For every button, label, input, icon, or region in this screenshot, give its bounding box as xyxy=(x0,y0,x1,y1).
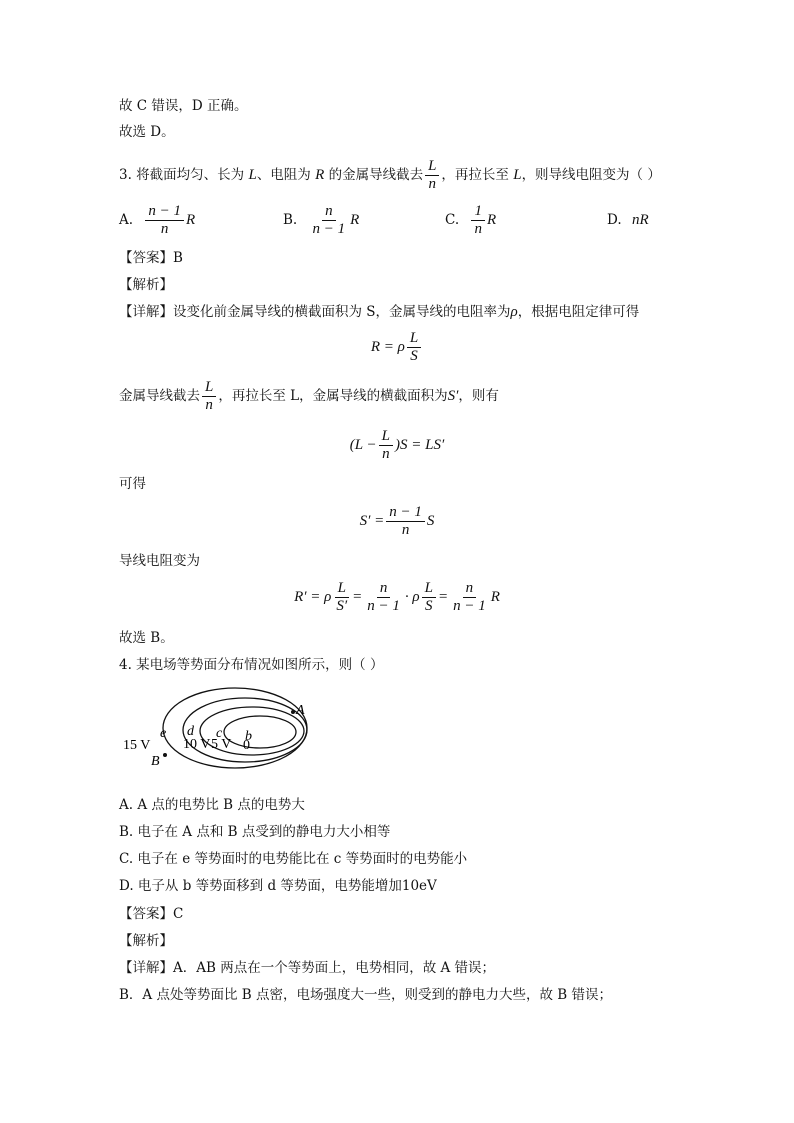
q3-stem-R1: R xyxy=(315,167,325,183)
q3-option-a-tail: R xyxy=(185,212,196,228)
q3-option-c xyxy=(445,203,496,238)
q3-eq4-fraction-1 xyxy=(333,580,350,615)
q3-eq4-f2-num: n xyxy=(377,580,391,598)
q3-eq4-d: = xyxy=(437,589,449,605)
q3-stem-b: 、电阻为 xyxy=(256,167,316,183)
q3-option-b-label: B. xyxy=(283,212,298,228)
q3-option-c-label: C. xyxy=(445,212,460,228)
q3-eq3-fraction xyxy=(386,504,425,539)
q3-eq4-f4-den: n − 1 xyxy=(453,598,486,614)
q3-text2-fraction xyxy=(202,379,216,414)
q3-text2-a: 金属导线截去 xyxy=(119,388,200,404)
q3-equation-3 xyxy=(0,504,794,539)
label-0: 0 xyxy=(243,738,250,753)
q4-detail-1: 【详解】A．AB 两点在一个等势面上，电势相同，故 A 错误； xyxy=(119,960,496,976)
q3-option-d-text: nR xyxy=(631,212,649,228)
q3-eq4-f3-num: L xyxy=(422,580,436,598)
q3-text2-c: ，则有 xyxy=(458,388,499,404)
q3-option-c-den: n xyxy=(474,221,482,237)
q3-eq2-a: (L − xyxy=(349,437,377,453)
q3-stem-L2: L xyxy=(513,167,522,183)
q3-analysis-heading: 【解析】 xyxy=(119,277,173,293)
q3-option-d xyxy=(607,212,649,229)
q3-text2-b: ，再拉长至 L，金属导线的横截面积为 xyxy=(218,388,448,404)
q4-option-c: C. 电子在 e 等势面时的电势能比在 c 等势面时的电势能小 xyxy=(119,851,468,867)
q3-stem-frac-num: L xyxy=(425,158,439,176)
label-e: e xyxy=(160,726,167,741)
equipotential-15v xyxy=(163,688,307,768)
q3-eq4-b: = xyxy=(352,589,363,605)
q3-option-b-den: n − 1 xyxy=(312,221,346,237)
q3-option-c-tail: R xyxy=(486,212,497,228)
q3-equation-1 xyxy=(0,330,794,365)
q3-eq3-den: n xyxy=(401,522,410,538)
intro-line-1: 故 C 错误，D 正确。 xyxy=(119,98,248,114)
q3-stem-frac-den: n xyxy=(428,176,436,192)
q3-stem-e: ，则导线电阻变为（ ） xyxy=(521,167,661,183)
q3-option-a-den: n xyxy=(160,221,169,237)
q3-option-b-num: n xyxy=(322,203,336,221)
q3-detail-a: 【详解】设变化前金属导线的横截面积为 S，金属导线的电阻率为 xyxy=(119,304,511,320)
q3-detail-b: ，根据电阻定律可得 xyxy=(517,304,640,320)
q3-eq4-f1-den: S′ xyxy=(336,598,348,614)
q3-eq4-e: R xyxy=(490,589,500,605)
q3-eq3-a: S′ = xyxy=(359,513,385,529)
q4-answer: 【答案】C xyxy=(119,906,184,922)
q3-stem-a: 3. 将截面均匀、长为 xyxy=(119,167,249,183)
q3-text-3: 可得 xyxy=(119,476,146,492)
q4-stem: 4. 某电场等势面分布情况如图所示，则（ ） xyxy=(119,657,384,673)
q3-eq4-f3-den: S xyxy=(425,598,433,614)
q4-option-d: D. 电子从 b 等势面移到 d 等势面，电势能增加10eV xyxy=(119,878,437,894)
label-c: c xyxy=(216,726,223,741)
q3-option-c-fraction xyxy=(471,203,485,238)
q3-eq2-num: L xyxy=(379,428,393,446)
q4-option-a: A. A 点的电势比 B 点的电势大 xyxy=(119,797,305,813)
q3-eq4-fraction-2 xyxy=(364,580,403,615)
q3-eq4-c: · ρ xyxy=(404,589,420,605)
q3-conclusion: 故选 B。 xyxy=(119,630,174,646)
q3-text2-num: L xyxy=(202,379,216,397)
intro-line-2: 故选 D。 xyxy=(119,124,175,140)
equipotential-figure xyxy=(115,685,315,770)
q3-option-b-fraction xyxy=(310,203,349,238)
q3-text2-den: n xyxy=(205,397,213,413)
q3-stem xyxy=(119,158,661,193)
label-a: A xyxy=(296,703,305,718)
q3-eq4-f2-den: n − 1 xyxy=(367,598,400,614)
q3-option-a-num: n − 1 xyxy=(145,203,184,221)
q3-eq2-fraction xyxy=(379,428,393,463)
q3-equation-2 xyxy=(0,428,794,463)
label-b-point: B xyxy=(151,754,160,769)
q3-option-c-num: 1 xyxy=(471,203,485,221)
q3-stem-d: ，再拉长至 xyxy=(441,167,514,183)
q3-detail-rho: ρ xyxy=(510,304,518,320)
q3-eq2-b: )S = LS′ xyxy=(395,437,445,453)
q3-eq4-f1-num: L xyxy=(335,580,349,598)
q4-option-b: B. 电子在 A 点和 B 点受到的静电力大小相等 xyxy=(119,824,391,840)
q3-option-a xyxy=(119,203,195,238)
q3-text2-sprime: S′ xyxy=(447,388,459,404)
equipotential-0v xyxy=(224,716,296,748)
q3-eq1-den: S xyxy=(410,348,418,364)
q3-option-b xyxy=(283,203,359,238)
q3-text-4: 导线电阻变为 xyxy=(119,553,200,569)
q3-stem-L1: L xyxy=(248,167,257,183)
q3-eq3-b: S xyxy=(426,513,435,529)
q3-eq4-fraction-4 xyxy=(450,580,489,615)
point-b xyxy=(163,753,167,757)
q3-eq3-num: n − 1 xyxy=(386,504,425,522)
label-d: d xyxy=(187,724,194,739)
q3-eq1-fraction xyxy=(407,330,421,365)
q3-stem-fraction xyxy=(425,158,439,193)
q3-text-2 xyxy=(119,378,499,414)
label-5v: 5 V xyxy=(211,737,232,752)
q3-eq4-a: R′ = ρ xyxy=(294,589,332,605)
q3-eq4-fraction-3 xyxy=(422,580,436,615)
q3-eq1-num: L xyxy=(407,330,421,348)
point-a xyxy=(291,710,295,714)
label-10v: 10 V xyxy=(183,737,211,752)
q3-option-a-label: A. xyxy=(119,212,134,228)
q4-detail-2: B．A 点处等势面比 B 点密，电场强度大一些，则受到的静电力大些，故 B 错误； xyxy=(119,987,612,1003)
q3-option-b-tail: R xyxy=(350,212,360,228)
q3-eq1-left: R = ρ xyxy=(370,339,405,355)
q3-eq2-den: n xyxy=(382,446,390,462)
q3-detail xyxy=(119,302,639,322)
q3-eq4-f4-num: n xyxy=(463,580,477,598)
q3-option-a-fraction xyxy=(145,203,184,238)
q3-equation-4 xyxy=(0,580,794,615)
label-b: b xyxy=(245,729,252,744)
label-15v: 15 V xyxy=(123,738,151,753)
q3-option-d-label: D. xyxy=(607,212,622,228)
q3-answer: 【答案】B xyxy=(119,250,183,266)
q3-stem-c: 的金属导线截去 xyxy=(324,167,424,183)
q4-analysis-heading: 【解析】 xyxy=(119,933,173,949)
